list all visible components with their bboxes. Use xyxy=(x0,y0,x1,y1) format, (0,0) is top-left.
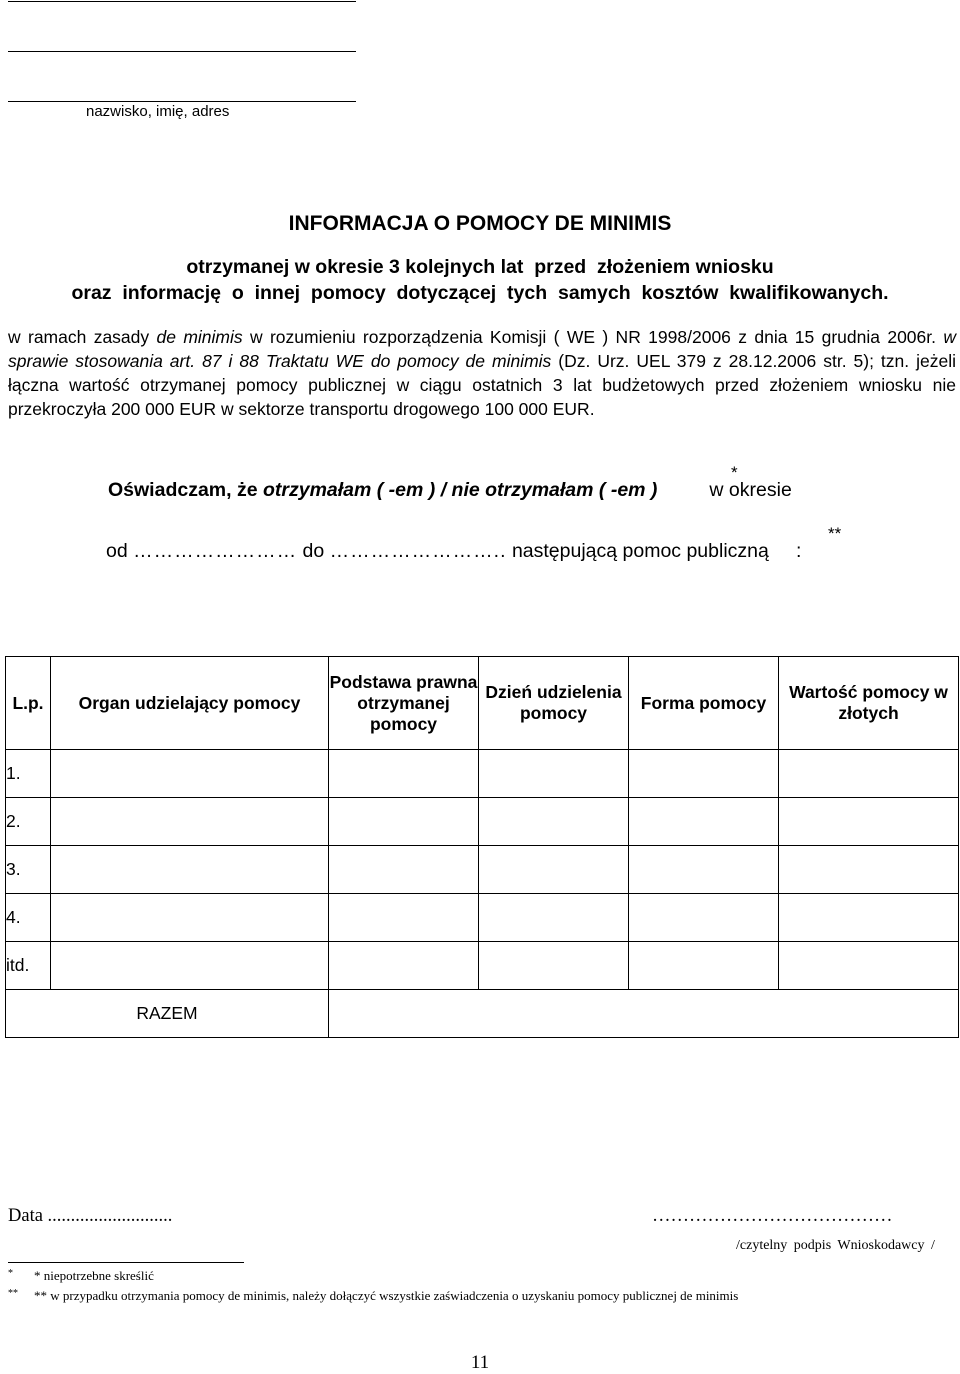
period-tail: następującą pomoc publiczną xyxy=(511,540,769,562)
grant-date-cell[interactable] xyxy=(479,942,629,990)
aid-value-cell[interactable] xyxy=(779,942,959,990)
aid-value-cell[interactable] xyxy=(779,798,959,846)
page-number: 11 xyxy=(470,1352,490,1373)
date-field[interactable]: Data ........................... xyxy=(8,1206,173,1226)
name-line-1 xyxy=(8,1,356,2)
declaration-choice[interactable]: otrzymałam ( -em ) / nie otrzymałam ( -em ) xyxy=(262,479,658,501)
row-number: 2. xyxy=(6,798,51,846)
grant-date-cell[interactable] xyxy=(479,846,629,894)
row-number: 3. xyxy=(6,846,51,894)
aid-value-cell[interactable] xyxy=(779,894,959,942)
period-colon: : xyxy=(795,540,802,562)
document-subtitle-1: otrzymanej w okresie 3 kolejnych lat przed złożeniem wniosku xyxy=(186,256,774,278)
organ-cell[interactable] xyxy=(51,894,329,942)
aid-form-cell[interactable] xyxy=(629,894,779,942)
paragraph-part-3: (Dz. Urz. UEL 379 z 28.12.2006 str. 5); tzn. jeżeli łączna wartość otrzymanej pomocy publicznej w ciągu ostatnich 3 lat budżetowych przed złożeniem wniosku nie przekroczyła 200 000 EUR w sektorze transportu drogowego 100 000 EUR. xyxy=(8,351,956,419)
footnote-2-text: ** w przypadku otrzymania pomocy de minimis, należy dołączyć wszystkie zaświadczenia o uzyskaniu pomocy publicznej de minimis xyxy=(34,1288,739,1303)
table-row xyxy=(6,750,959,798)
table-row xyxy=(6,798,959,846)
table-row xyxy=(6,846,959,894)
legal-basis-paragraph xyxy=(8,325,956,421)
legal-basis-cell[interactable] xyxy=(329,894,479,942)
signature-field[interactable]: ………………………………… xyxy=(652,1206,893,1226)
grant-date-cell[interactable] xyxy=(479,894,629,942)
header-organ: Organ udzielający pomocy xyxy=(51,657,329,750)
header-aid-value: Wartość pomocy w złotych xyxy=(779,657,959,750)
declaration-suffix: w okresie xyxy=(709,479,792,501)
footnote-2-mark: ** xyxy=(8,1288,18,1299)
table-row xyxy=(6,942,959,990)
declaration-line xyxy=(108,479,792,502)
aid-table xyxy=(5,656,959,1038)
period-from-field[interactable]: …………………… xyxy=(133,540,298,562)
footnote-mark-2: ** xyxy=(828,524,842,543)
paragraph-part-2: w rozumieniu rozporządzenia Komisji ( WE ) NR 1998/2006 z dnia 15 grudnia 2006r. xyxy=(242,327,944,347)
header-lp: L.p. xyxy=(6,657,51,750)
period-line xyxy=(106,540,801,563)
footnote-1-mark: * xyxy=(8,1268,13,1279)
aid-value-cell[interactable] xyxy=(779,846,959,894)
aid-value-cell[interactable] xyxy=(779,750,959,798)
paragraph-part-1: w ramach zasady xyxy=(8,327,157,347)
header-aid-form: Forma pomocy xyxy=(629,657,779,750)
organ-cell[interactable] xyxy=(51,942,329,990)
paragraph-italic-1: de minimis xyxy=(156,327,243,347)
legal-basis-cell[interactable] xyxy=(329,798,479,846)
signature-label: /czytelny podpis Wnioskodawcy / xyxy=(736,1238,935,1253)
total-value-cell[interactable] xyxy=(329,990,959,1038)
table-row xyxy=(6,894,959,942)
grant-date-cell[interactable] xyxy=(479,798,629,846)
period-to-field[interactable]: …………………….. xyxy=(329,540,507,562)
declaration-prefix: Oświadczam, że xyxy=(108,479,263,501)
row-number: itd. xyxy=(6,942,51,990)
name-line-2 xyxy=(8,51,356,52)
table-header-row xyxy=(6,657,959,750)
period-from-label: od xyxy=(106,540,128,562)
legal-basis-cell[interactable] xyxy=(329,750,479,798)
row-number: 4. xyxy=(6,894,51,942)
total-label: RAZEM xyxy=(6,990,329,1038)
table-total-row xyxy=(6,990,959,1038)
organ-cell[interactable] xyxy=(51,750,329,798)
document-title: INFORMACJA O POMOCY DE MINIMIS xyxy=(288,212,672,235)
row-number: 1. xyxy=(6,750,51,798)
footnote-1-text: * niepotrzebne skreślić xyxy=(34,1268,154,1283)
aid-form-cell[interactable] xyxy=(629,798,779,846)
name-address-label: nazwisko, imię, adres xyxy=(86,103,230,120)
name-line-3 xyxy=(8,101,356,102)
footnote-mark-1: * xyxy=(731,463,738,482)
period-to-label: do xyxy=(302,540,325,562)
legal-basis-cell[interactable] xyxy=(329,942,479,990)
organ-cell[interactable] xyxy=(51,846,329,894)
grant-date-cell[interactable] xyxy=(479,750,629,798)
organ-cell[interactable] xyxy=(51,798,329,846)
header-legal-basis: Podstawa prawna otrzymanej pomocy xyxy=(329,657,479,750)
paragraph-italic-2: w sprawie stosowania art. 87 i 88 Traktatu WE do pomocy de minimis xyxy=(8,327,956,371)
legal-basis-cell[interactable] xyxy=(329,846,479,894)
footnote-2 xyxy=(8,1288,738,1304)
aid-form-cell[interactable] xyxy=(629,942,779,990)
aid-form-cell[interactable] xyxy=(629,846,779,894)
footnote-1 xyxy=(8,1268,154,1284)
header-grant-date: Dzień udzielenia pomocy xyxy=(479,657,629,750)
document-subtitle-2: oraz informację o innej pomocy dotyczącej tych samych kosztów kwalifikowanych. xyxy=(71,282,889,304)
aid-form-cell[interactable] xyxy=(629,750,779,798)
footnote-separator xyxy=(8,1262,244,1263)
